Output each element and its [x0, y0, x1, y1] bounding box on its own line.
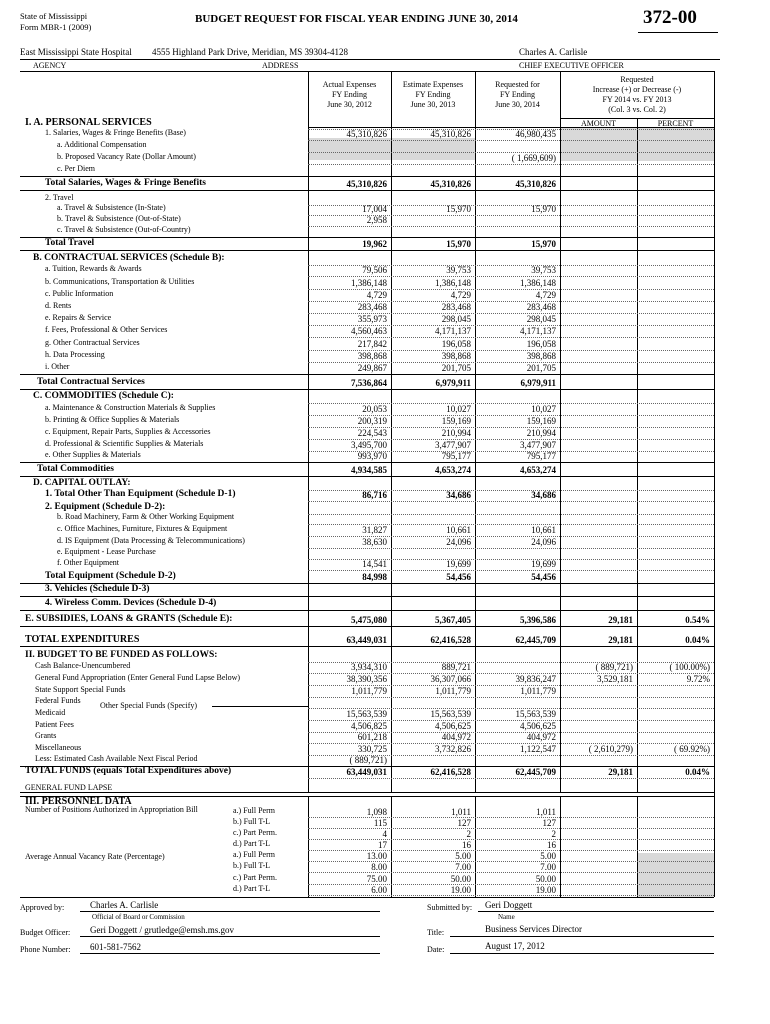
- cell-q: 10,661: [531, 525, 556, 535]
- row-label: e. Other Supplies & Materials: [45, 450, 141, 459]
- budget-officer-name: Geri Doggett / grutledge@emsh.ms.gov: [90, 925, 235, 935]
- cell-a: 4,560,463: [351, 326, 387, 336]
- cell-e: 4,653,274: [435, 465, 471, 475]
- row-label: d. Rents: [45, 301, 72, 310]
- cell-amt: 29,181: [608, 615, 633, 625]
- cell-q: 45,310,826: [515, 179, 556, 189]
- col-change-header: Requested Increase (+) or Decrease (-) FY 2014 vs. FY 2013 (Col. 3 vs. Col. 2): [592, 75, 682, 114]
- row-label: Federal Funds: [35, 696, 81, 705]
- row-label: 3. Vehicles (Schedule D-3): [45, 584, 150, 594]
- row-label: Total Travel: [45, 238, 95, 248]
- cell-e: 10,027: [446, 404, 471, 414]
- personnel-cell-e: 50.00: [450, 874, 471, 884]
- approved-by-sub: Official of Board or Commission: [92, 913, 185, 921]
- cell-pct: ( 100.00%): [669, 662, 710, 672]
- cell-q: 62,445,709: [515, 635, 556, 645]
- cell-a: 993,970: [357, 451, 387, 461]
- cell-a: 5,475,080: [351, 615, 387, 625]
- cell-e: 39,753: [446, 265, 471, 275]
- ceo-name: Charles A. Carlisle: [519, 47, 588, 57]
- cell-q: 5,396,586: [520, 615, 556, 625]
- cell-e: 795,177: [441, 451, 471, 461]
- cell-e: 4,729: [450, 290, 471, 300]
- personnel-cell-q: 127: [542, 818, 556, 828]
- personnel-cell-e: 16: [462, 840, 471, 850]
- row-label: Less: Estimated Cash Available Next Fiscal Period: [35, 754, 198, 763]
- personnel-sub-label: a.) Full Perm: [233, 806, 275, 815]
- cell-q: 398,868: [526, 351, 556, 361]
- cell-a: 20,053: [362, 404, 387, 414]
- cell-a: 217,842: [357, 339, 387, 349]
- cell-q: 39,753: [531, 265, 556, 275]
- cell-a: 79,506: [362, 265, 387, 275]
- cell-a: 224,543: [357, 428, 387, 438]
- cell-q: 210,994: [526, 428, 556, 438]
- row-label: 2. Travel: [45, 193, 74, 202]
- cell-e: 398,868: [441, 351, 471, 361]
- cell-e: 45,310,826: [430, 179, 471, 189]
- cell-q: ( 1,669,609): [511, 153, 556, 163]
- cell-e: 62,416,528: [430, 767, 471, 777]
- cell-e: 15,970: [446, 204, 471, 214]
- cell-a: 2,958: [366, 215, 387, 225]
- row-label: c. Office Machines, Furniture, Fixtures & Equipment: [57, 524, 228, 533]
- row-label: TOTAL EXPENDITURES: [25, 634, 140, 645]
- cell-a: 7,536,864: [351, 378, 387, 388]
- col-percent-header: PERCENT: [657, 119, 694, 128]
- cell-e: 5,367,405: [435, 615, 471, 625]
- personnel-cell-a: 6.00: [371, 885, 387, 895]
- personnel-cell-e: 1,011: [451, 807, 471, 817]
- row-label: h. Data Processing: [45, 350, 105, 359]
- cell-e: 34,686: [446, 490, 471, 500]
- date-label: Date:: [427, 945, 445, 954]
- cell-q: 15,563,539: [515, 709, 556, 719]
- row-label: a. Maintenance & Construction Materials & Supplies: [45, 403, 216, 412]
- row-label: d. Professional & Scientific Supplies & Materials: [45, 439, 204, 448]
- row-label: Patient Fees: [35, 720, 74, 729]
- cell-e: 15,563,539: [430, 709, 471, 719]
- row-label: 4. Wireless Comm. Devices (Schedule D-4): [45, 598, 217, 608]
- agency-name: East Mississippi State Hospital: [20, 47, 132, 57]
- cell-a: 38,390,356: [346, 674, 387, 684]
- personnel-cell-a: 8.00: [371, 862, 387, 872]
- personnel-sub-label: c.) Part Perm.: [233, 828, 277, 837]
- cell-e: 1,011,779: [435, 686, 471, 696]
- ceo-label: CHIEF EXECUTIVE OFFICER: [519, 61, 624, 70]
- cell-q: 795,177: [526, 451, 556, 461]
- phone-label: Phone Number:: [20, 945, 71, 954]
- cell-amt: ( 889,721): [595, 662, 633, 672]
- row-label: 1. Salaries, Wages & Fringe Benefits (Base): [45, 128, 186, 137]
- personnel-sub-label: c.) Part Perm.: [233, 873, 277, 882]
- cell-a: 601,218: [357, 732, 387, 742]
- cell-q: 15,970: [531, 204, 556, 214]
- cell-a: ( 889,721): [349, 755, 387, 765]
- cell-q: 1,011,779: [520, 686, 556, 696]
- row-label: Miscellaneous: [35, 743, 82, 752]
- row-label: C. COMMODITIES (Schedule C):: [33, 391, 174, 401]
- cell-e: 62,416,528: [430, 635, 471, 645]
- cell-a: 63,449,031: [346, 767, 387, 777]
- personnel-sub-label: a.) Full Perm: [233, 850, 275, 859]
- cell-pct: 9.72%: [686, 674, 710, 684]
- cell-e: 298,045: [441, 314, 471, 324]
- row-label: f. Fees, Professional & Other Services: [45, 325, 168, 334]
- cell-amt: 3,529,181: [597, 674, 633, 684]
- col-estimate-header: Estimate Expenses FY Ending June 30, 2013: [402, 80, 464, 109]
- cell-e: 283,468: [441, 302, 471, 312]
- personnel-cell-q: 7.00: [540, 862, 556, 872]
- cell-a: 45,310,826: [346, 179, 387, 189]
- row-label: b. Proposed Vacancy Rate (Dollar Amount): [57, 152, 196, 161]
- row-label: b. Road Machinery, Farm & Other Working Equipment: [57, 512, 235, 521]
- cell-a: 1,011,779: [351, 686, 387, 696]
- personnel-sub-label: d.) Part T-L: [233, 839, 271, 848]
- personnel-cell-e: 19.00: [450, 885, 471, 895]
- row-label: B. CONTRACTUAL SERVICES (Schedule B):: [33, 253, 225, 263]
- submission-date: August 17, 2012: [485, 941, 545, 951]
- cell-a: 200,319: [357, 416, 387, 426]
- row-label: a. Additional Compensation: [57, 140, 147, 149]
- personnel-cell-q: 1,011: [536, 807, 556, 817]
- cell-pct: 0.04%: [685, 767, 710, 777]
- cell-pct: 0.04%: [685, 635, 710, 645]
- cell-a: 15,563,539: [346, 709, 387, 719]
- cell-e: 1,386,148: [435, 278, 471, 288]
- cell-q: 4,171,137: [520, 326, 556, 336]
- col-actual-header: Actual Expenses FY Ending June 30, 2012: [322, 80, 377, 109]
- row-label: b. Printing & Office Supplies & Materials: [45, 415, 180, 424]
- cell-e: 19,699: [446, 559, 471, 569]
- cell-q: 10,027: [531, 404, 556, 414]
- cell-a: 31,827: [362, 525, 387, 535]
- agency-address: 4555 Highland Park Drive, Meridian, MS 39304-4128: [152, 47, 348, 57]
- cell-q: 196,058: [526, 339, 556, 349]
- personnel-cell-q: 19.00: [535, 885, 556, 895]
- cell-q: 1,386,148: [520, 278, 556, 288]
- personnel-sub-label: d.) Part T-L: [233, 884, 271, 893]
- cell-e: 6,979,911: [435, 378, 471, 388]
- cell-q: 34,686: [531, 490, 556, 500]
- cell-e: 45,310,826: [430, 129, 471, 139]
- row-label: 1. Total Other Than Equipment (Schedule D-1): [45, 489, 236, 499]
- personnel-cell-a: 115: [373, 818, 387, 828]
- personnel-cell-a: 17: [378, 840, 387, 850]
- phone-number: 601-581-7562: [90, 942, 141, 952]
- row-label: General Fund Appropriation (Enter General Fund Lapse Below): [35, 673, 241, 682]
- cell-a: 14,541: [362, 559, 387, 569]
- submitter-title: Business Services Director: [485, 924, 582, 934]
- form-number: Form MBR-1 (2009): [20, 22, 92, 32]
- cell-a: 19,962: [362, 239, 387, 249]
- row-label: Medicaid: [35, 708, 66, 717]
- cell-q: 1,122,547: [520, 744, 556, 754]
- cell-amt: 29,181: [608, 767, 633, 777]
- cell-q: 6,979,911: [520, 378, 556, 388]
- personnel-cell-e: 7.00: [455, 862, 471, 872]
- cell-q: 54,456: [531, 572, 556, 582]
- cell-e: 210,994: [441, 428, 471, 438]
- cell-a: 3,495,700: [351, 440, 387, 450]
- cell-e: 3,732,826: [435, 744, 471, 754]
- personnel-cell-q: 5.00: [540, 851, 556, 861]
- row-label: i. Other: [45, 362, 70, 371]
- cell-a: 398,868: [357, 351, 387, 361]
- cell-a: 4,729: [366, 290, 387, 300]
- cell-q: 15,970: [531, 239, 556, 249]
- row-label: Total Commodities: [37, 464, 114, 474]
- cell-q: 4,729: [535, 290, 556, 300]
- cell-e: 4,171,137: [435, 326, 471, 336]
- cell-a: 84,998: [362, 572, 387, 582]
- cell-a: 355,973: [357, 314, 387, 324]
- row-label: D. CAPITAL OUTLAY:: [33, 478, 131, 488]
- personnel-cell-q: 50.00: [535, 874, 556, 884]
- address-label: ADDRESS: [262, 61, 299, 70]
- budget-officer-label: Budget Officer:: [20, 928, 71, 937]
- cell-a: 1,386,148: [351, 278, 387, 288]
- cell-e: 54,456: [446, 572, 471, 582]
- row-label: I. A. PERSONAL SERVICES: [25, 117, 152, 128]
- row-label: f. Other Equipment: [57, 558, 119, 567]
- submitted-by-label: Submitted by:: [427, 903, 473, 912]
- row-label: Cash Balance-Unencumbered: [35, 661, 131, 670]
- row-label: TOTAL FUNDS (equals Total Expenditures above): [25, 766, 232, 776]
- cell-q: 404,972: [526, 732, 556, 742]
- row-label: c. Travel & Subsistence (Out-of-Country): [57, 225, 191, 234]
- personnel-cell-a: 75.00: [366, 874, 387, 884]
- cell-q: 159,169: [526, 416, 556, 426]
- cell-e: 3,477,907: [435, 440, 471, 450]
- general-fund-lapse-label: GENERAL FUND LAPSE: [25, 783, 113, 792]
- row-label: Total Contractual Services: [37, 377, 145, 387]
- approved-by-name: Charles A. Carlisle: [90, 900, 159, 910]
- personnel-cell-e: 2: [466, 829, 471, 839]
- positions-label: Number of Positions Authorized in Appropriation Bill: [25, 805, 198, 814]
- row-label: c. Equipment, Repair Parts, Supplies & Accessories: [45, 427, 211, 436]
- col-amount-header: AMOUNT: [580, 119, 617, 128]
- cell-e: 404,972: [441, 732, 471, 742]
- page-title: BUDGET REQUEST FOR FISCAL YEAR ENDING JUNE 30, 2014: [195, 13, 518, 25]
- row-label: Grants: [35, 731, 57, 740]
- name-label: Name: [498, 913, 515, 921]
- cell-q: 62,445,709: [515, 767, 556, 777]
- cell-q: 201,705: [526, 363, 556, 373]
- row-label: Total Salaries, Wages & Fringe Benefits: [45, 178, 206, 188]
- cell-a: 330,725: [357, 744, 387, 754]
- cell-e: 159,169: [441, 416, 471, 426]
- cell-q: 19,699: [531, 559, 556, 569]
- cell-a: 38,630: [362, 537, 387, 547]
- agency-label: AGENCY: [33, 61, 67, 70]
- cell-a: 4,506,825: [351, 721, 387, 731]
- row-label: c. Public Information: [45, 289, 114, 298]
- state-label: State of Mississippi: [20, 11, 88, 21]
- cell-q: 39,836,247: [515, 674, 556, 684]
- cell-a: 3,934,310: [351, 662, 387, 672]
- vacancy-rate-label: Average Annual Vacancy Rate (Percentage): [25, 852, 165, 861]
- personnel-cell-e: 127: [457, 818, 471, 828]
- personnel-title: III. PERSONNEL DATA: [25, 796, 132, 807]
- cell-e: 24,096: [446, 537, 471, 547]
- personnel-cell-q: 16: [547, 840, 556, 850]
- cell-e: 201,705: [441, 363, 471, 373]
- cell-q: 3,477,907: [520, 440, 556, 450]
- cell-q: 24,096: [531, 537, 556, 547]
- row-label: e. Equipment - Lease Purchase: [57, 547, 156, 556]
- cell-a: 17,004: [362, 204, 387, 214]
- cell-e: 15,970: [446, 239, 471, 249]
- cell-a: 283,468: [357, 302, 387, 312]
- cell-q: 283,468: [526, 302, 556, 312]
- cell-e: 10,661: [446, 525, 471, 535]
- cell-amt: 29,181: [608, 635, 633, 645]
- row-label: II. BUDGET TO BE FUNDED AS FOLLOWS:: [25, 650, 218, 660]
- cell-pct: ( 69.92%): [674, 744, 710, 754]
- cell-e: 4,506,625: [435, 721, 471, 731]
- cell-q: 298,045: [526, 314, 556, 324]
- personnel-cell-q: 2: [551, 829, 556, 839]
- cell-e: 196,058: [441, 339, 471, 349]
- cell-a: 63,449,031: [346, 635, 387, 645]
- cell-a: 86,716: [362, 490, 387, 500]
- cell-q: 4,506,625: [520, 721, 556, 731]
- personnel-cell-a: 1,098: [366, 807, 387, 817]
- row-label: Total Equipment (Schedule D-2): [45, 571, 176, 581]
- cell-q: 4,653,274: [520, 465, 556, 475]
- row-label: d. IS Equipment (Data Processing & Telecommunications): [57, 536, 245, 545]
- col-requested-header: Requested for FY Ending June 30, 2014: [495, 80, 540, 109]
- submitted-by-name: Geri Doggett: [485, 900, 533, 910]
- cell-e: 889,721: [441, 662, 471, 672]
- row-label: b. Communications, Transportation & Utilities: [45, 277, 195, 286]
- row-label: g. Other Contractual Services: [45, 338, 140, 347]
- row-label: a. Tuition, Rewards & Awards: [45, 264, 142, 273]
- personnel-cell-e: 5.00: [455, 851, 471, 861]
- cell-pct: 0.54%: [685, 615, 710, 625]
- cell-a: 249,867: [357, 363, 387, 373]
- personnel-cell-a: 4: [382, 829, 387, 839]
- cell-q: 46,980,435: [515, 129, 556, 139]
- personnel-sub-label: b.) Full T-L: [233, 861, 271, 870]
- other-special-funds-label: Other Special Funds (Specify): [100, 701, 198, 710]
- row-label: a. Travel & Subsistence (In-State): [57, 203, 166, 212]
- title-label: Title:: [427, 928, 445, 937]
- cell-amt: ( 2,610,279): [588, 744, 633, 754]
- row-label: 2. Equipment (Schedule D-2):: [45, 502, 166, 512]
- cell-a: 45,310,826: [346, 129, 387, 139]
- row-label: c. Per Diem: [57, 164, 95, 173]
- row-label: e. Repairs & Service: [45, 313, 112, 322]
- personnel-sub-label: b.) Full T-L: [233, 817, 271, 826]
- approved-by-label: Approved by:: [20, 903, 65, 912]
- cell-a: 4,934,585: [351, 465, 387, 475]
- row-label: State Support Special Funds: [35, 685, 126, 694]
- budget-code: 372-00: [643, 7, 697, 28]
- personnel-cell-a: 13.00: [366, 851, 387, 861]
- row-label: b. Travel & Subsistence (Out-of-State): [57, 214, 181, 223]
- cell-e: 36,307,066: [430, 674, 471, 684]
- row-label: E. SUBSIDIES, LOANS & GRANTS (Schedule E):: [25, 614, 233, 624]
